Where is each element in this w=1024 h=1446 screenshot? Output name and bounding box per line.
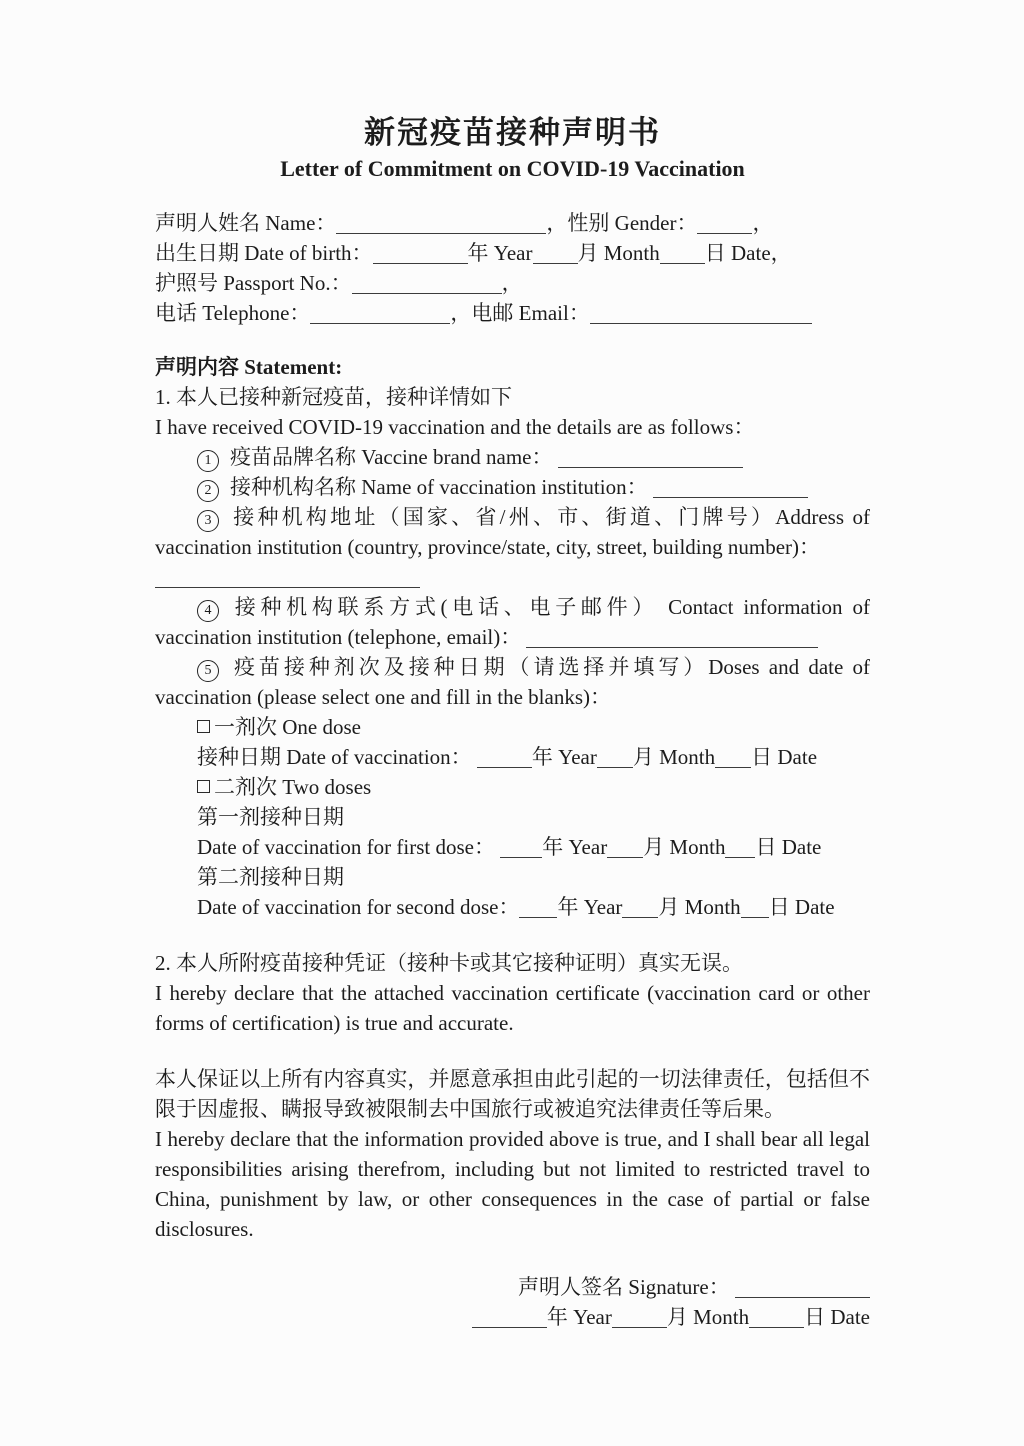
first-dose-month-blank[interactable] (607, 836, 643, 858)
signature-month-blank[interactable] (612, 1306, 667, 1328)
personal-info-section (155, 208, 870, 328)
signature-blank[interactable] (735, 1276, 870, 1298)
second-dose-year-label: 年 Year (557, 895, 623, 919)
first-dose-date-line (155, 832, 870, 862)
circled-1-icon: 1 (197, 450, 219, 472)
doses-label: 疫苗接种剂次及接种日期（请选择并填写）Doses and date of vaccination (please select one and fill in the blanks)： (155, 655, 870, 709)
signature-day-blank[interactable] (749, 1306, 804, 1328)
circled-4-icon: 4 (197, 600, 219, 622)
passport-tail: ， (501, 271, 523, 295)
first-dose-day-blank[interactable] (725, 836, 755, 858)
statement-item1-en: I have received COVID-19 vaccination and the details are as follows： (155, 415, 755, 439)
circled-5-icon: 5 (197, 660, 219, 682)
circled-2-icon: 2 (197, 480, 219, 502)
one-dose-label: 一剂次 One dose (214, 715, 361, 739)
institution-address-blank[interactable] (155, 566, 420, 588)
email-blank[interactable] (590, 302, 812, 324)
one-dose-day-blank[interactable] (715, 746, 751, 768)
gender-tail: ， (752, 211, 774, 235)
signature-day-label: 日 Date (804, 1305, 870, 1329)
passport-label: 护照号 Passport No.： (155, 271, 352, 295)
statement-heading: 声明内容 Statement: (155, 355, 343, 379)
signature-date-line (155, 1302, 870, 1332)
gender-label: ，性别 Gender： (546, 211, 698, 235)
second-dose-label: Date of vaccination for second dose： (197, 895, 520, 919)
first-dose-day-label: 日 Date (755, 835, 822, 859)
gender-blank[interactable] (697, 212, 752, 234)
vaccine-brand-line (155, 442, 870, 472)
signature-year-blank[interactable] (472, 1306, 547, 1328)
second-dose-day-label: 日 Date (768, 895, 835, 919)
two-doses-checkbox[interactable] (197, 780, 210, 793)
one-dose-line (155, 712, 870, 742)
second-dose-month-blank[interactable] (622, 896, 658, 918)
second-dose-date-line (155, 892, 870, 922)
one-dose-month-blank[interactable] (597, 746, 633, 768)
email-label: ，电邮 Email： (450, 301, 590, 325)
name-blank[interactable] (336, 212, 546, 234)
one-dose-date-line (155, 742, 870, 772)
dob-line (155, 238, 870, 268)
institution-contact-label: 接种机构联系方式(电话、电子邮件） Contact information of vaccination institution (telephone, email)： (155, 595, 870, 649)
institution-contact-blank[interactable] (526, 626, 818, 648)
declaration-zh: 本人保证以上所有内容真实，并愿意承担由此引起的一切法律责任，包括但不限于因虚报、瞒报导致被限制去中国旅行或被追究法律责任等后果。 (155, 1067, 870, 1121)
first-dose-year-label: 年 Year (542, 835, 608, 859)
signature-year-label: 年 Year (546, 1305, 612, 1329)
first-dose-month-label: 月 Month (643, 835, 726, 859)
statement-item2-zh: 2. 本人所附疫苗接种凭证（接种卡或其它接种证明）真实无误。 (155, 951, 743, 975)
institution-name-blank[interactable] (653, 476, 808, 498)
name-gender-line (155, 208, 870, 238)
one-dose-month-label: 月 Month (632, 745, 716, 769)
first-dose-label: Date of vaccination for first dose： (197, 835, 495, 859)
one-dose-year-label: 年 Year (531, 745, 597, 769)
signature-line (155, 1272, 870, 1302)
institution-contact-para (155, 592, 870, 652)
phone-email-line (155, 298, 870, 328)
declaration-en: I hereby declare that the information provided above is true, and I shall bear all legal responsibilities arising therefrom, including but not limited to restricted travel to China, punishment by law, or other consequences in the case of partial or false disclosures. (155, 1127, 870, 1241)
one-dose-checkbox[interactable] (197, 720, 210, 733)
document-title: 新冠疫苗接种声明书 (364, 115, 661, 150)
vaccine-brand-label: 疫苗品牌名称 Vaccine brand name： (230, 445, 553, 469)
institution-name-line (155, 472, 870, 502)
signature-section (155, 1272, 870, 1332)
dob-day-blank[interactable] (660, 242, 705, 264)
vaccine-brand-blank[interactable] (558, 446, 743, 468)
first-dose-year-blank[interactable] (500, 836, 542, 858)
one-dose-day-label: 日 Date (751, 745, 818, 769)
institution-address-blank-line (155, 562, 870, 592)
dob-year-label: 年 Year (467, 241, 533, 265)
dob-month-blank[interactable] (533, 242, 578, 264)
second-dose-zh-line: 第二剂接种日期 (197, 865, 344, 889)
document-subtitle: Letter of Commitment on COVID-19 Vaccination (280, 156, 745, 181)
dob-label: 出生日期 Date of birth： (155, 241, 373, 265)
phone-blank[interactable] (310, 302, 450, 324)
dob-year-blank[interactable] (373, 242, 468, 264)
institution-address-para (155, 502, 870, 562)
dob-month-label: 月 Month (577, 241, 660, 265)
institution-address-label: 接种机构地址（国家、省/州、市、街道、门牌号）Address of vaccination institution (country, province/state, city, street, building number)： (155, 505, 870, 559)
statement-item2-en: I hereby declare that the attached vaccination certificate (vaccination card or other forms of certification) is true and accurate. (155, 981, 870, 1035)
institution-name-label: 接种机构名称 Name of vaccination institution： (230, 475, 648, 499)
two-doses-label: 二剂次 Two doses (214, 775, 372, 799)
one-dose-year-blank[interactable] (477, 746, 532, 768)
signature-label: 声明人签名 Signature： (518, 1275, 730, 1299)
phone-label: 电话 Telephone： (155, 301, 311, 325)
name-label: 声明人姓名 Name： (155, 211, 337, 235)
first-dose-zh-line: 第一剂接种日期 (197, 805, 344, 829)
passport-blank[interactable] (352, 272, 502, 294)
passport-line (155, 268, 870, 298)
circled-3-icon: 3 (197, 510, 219, 532)
two-doses-line (155, 772, 870, 802)
dob-day-label: 日 Date， (704, 241, 792, 265)
second-dose-year-blank[interactable] (519, 896, 557, 918)
signature-month-label: 月 Month (666, 1305, 750, 1329)
second-dose-day-blank[interactable] (741, 896, 769, 918)
doses-para (155, 652, 870, 712)
second-dose-month-label: 月 Month (658, 895, 741, 919)
statement-item1-zh: 1. 本人已接种新冠疫苗，接种详情如下 (155, 385, 512, 409)
vacc-date-label: 接种日期 Date of vaccination： (197, 745, 472, 769)
